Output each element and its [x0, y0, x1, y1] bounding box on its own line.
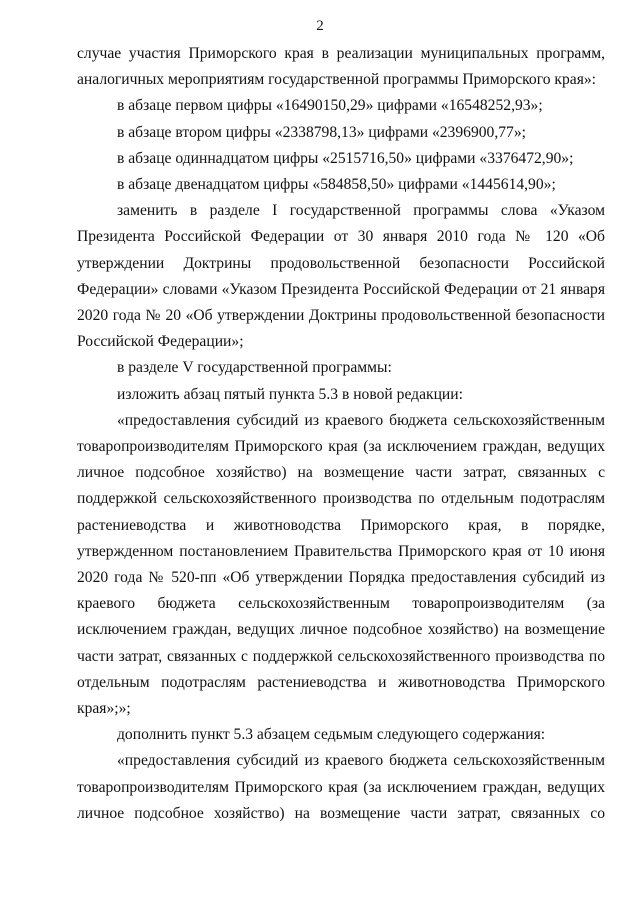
amendment-item-first-paragraph: в абзаце первом цифры «16490150,29» цифрами «16548252,93»;	[117, 97, 543, 115]
amendment-paragraph-seven-instruction: дополнить пункт 5.3 абзацем седьмым следующего содержания:	[117, 726, 546, 744]
amendment-item-second-paragraph: в абзаце втором цифры «2338798,13» цифрами «2396900,77»;	[117, 123, 526, 141]
page-number: 2	[316, 18, 324, 34]
paragraph-continuation: случае участия Приморского края в реализации муниципальных программ, аналогичных мероприятиям государственной программы Приморского края»:	[77, 45, 605, 89]
document-body	[77, 41, 605, 827]
amendment-item-eleventh-paragraph: в абзаце одиннадцатом цифры «2515716,50» цифрами «3376472,90»;	[117, 149, 574, 167]
amendment-paragraph-five-instruction: изложить абзац пятый пункта 5.3 в новой редакции:	[117, 385, 463, 403]
amendment-paragraph-seven-text: «предоставления субсидий из краевого бюджета сельскохозяйственным товаропроизводителям Приморского края (за исключением граждан, ведущих личное подсобное хозяйство) на возмещение части затрат, связанных со	[77, 752, 605, 822]
amendment-paragraph-five-text: «предоставления субсидий из краевого бюджета сельскохозяйственным товаропроизводителям Приморского края (за исключением граждан, ведущих личное подсобное хозяйство) на возмещение части затрат, связанных с поддержкой сельскохозяйственного производства по отдельным подотраслям растениеводства и животноводства Приморского края, в порядке, утвержденном постановлением Правительства Приморского края от 10 июня 2020 года № 520-пп «Об утверждении Порядка предоставления субсидий из краевого бюджета сельскохозяйственным товаропроизводителям (за исключением граждан, ведущих личное подсобное хозяйство) на возмещение части затрат, связанных с поддержкой сельскохозяйственного производства по отдельным подотраслям растениеводства и животноводства Приморского края»;»;	[77, 411, 605, 718]
amendment-section-one-replacement: заменить в разделе I государственной программы слова «Указом Президента Российской Федерации от 30 января 2010 года № 120 «Об утверждении Доктрины продовольственной безопасности Российской Федерации» словами «Указом Президента Российской Федерации от 21 января 2020 года № 20 «Об утверждении Доктрины продовольственной безопасности Российской Федерации»;	[77, 202, 605, 351]
section-five-heading: в разделе V государственной программы:	[117, 359, 392, 377]
amendment-item-twelfth-paragraph: в абзаце двенадцатом цифры «584858,50» цифрами «1445614,90»;	[117, 176, 556, 194]
